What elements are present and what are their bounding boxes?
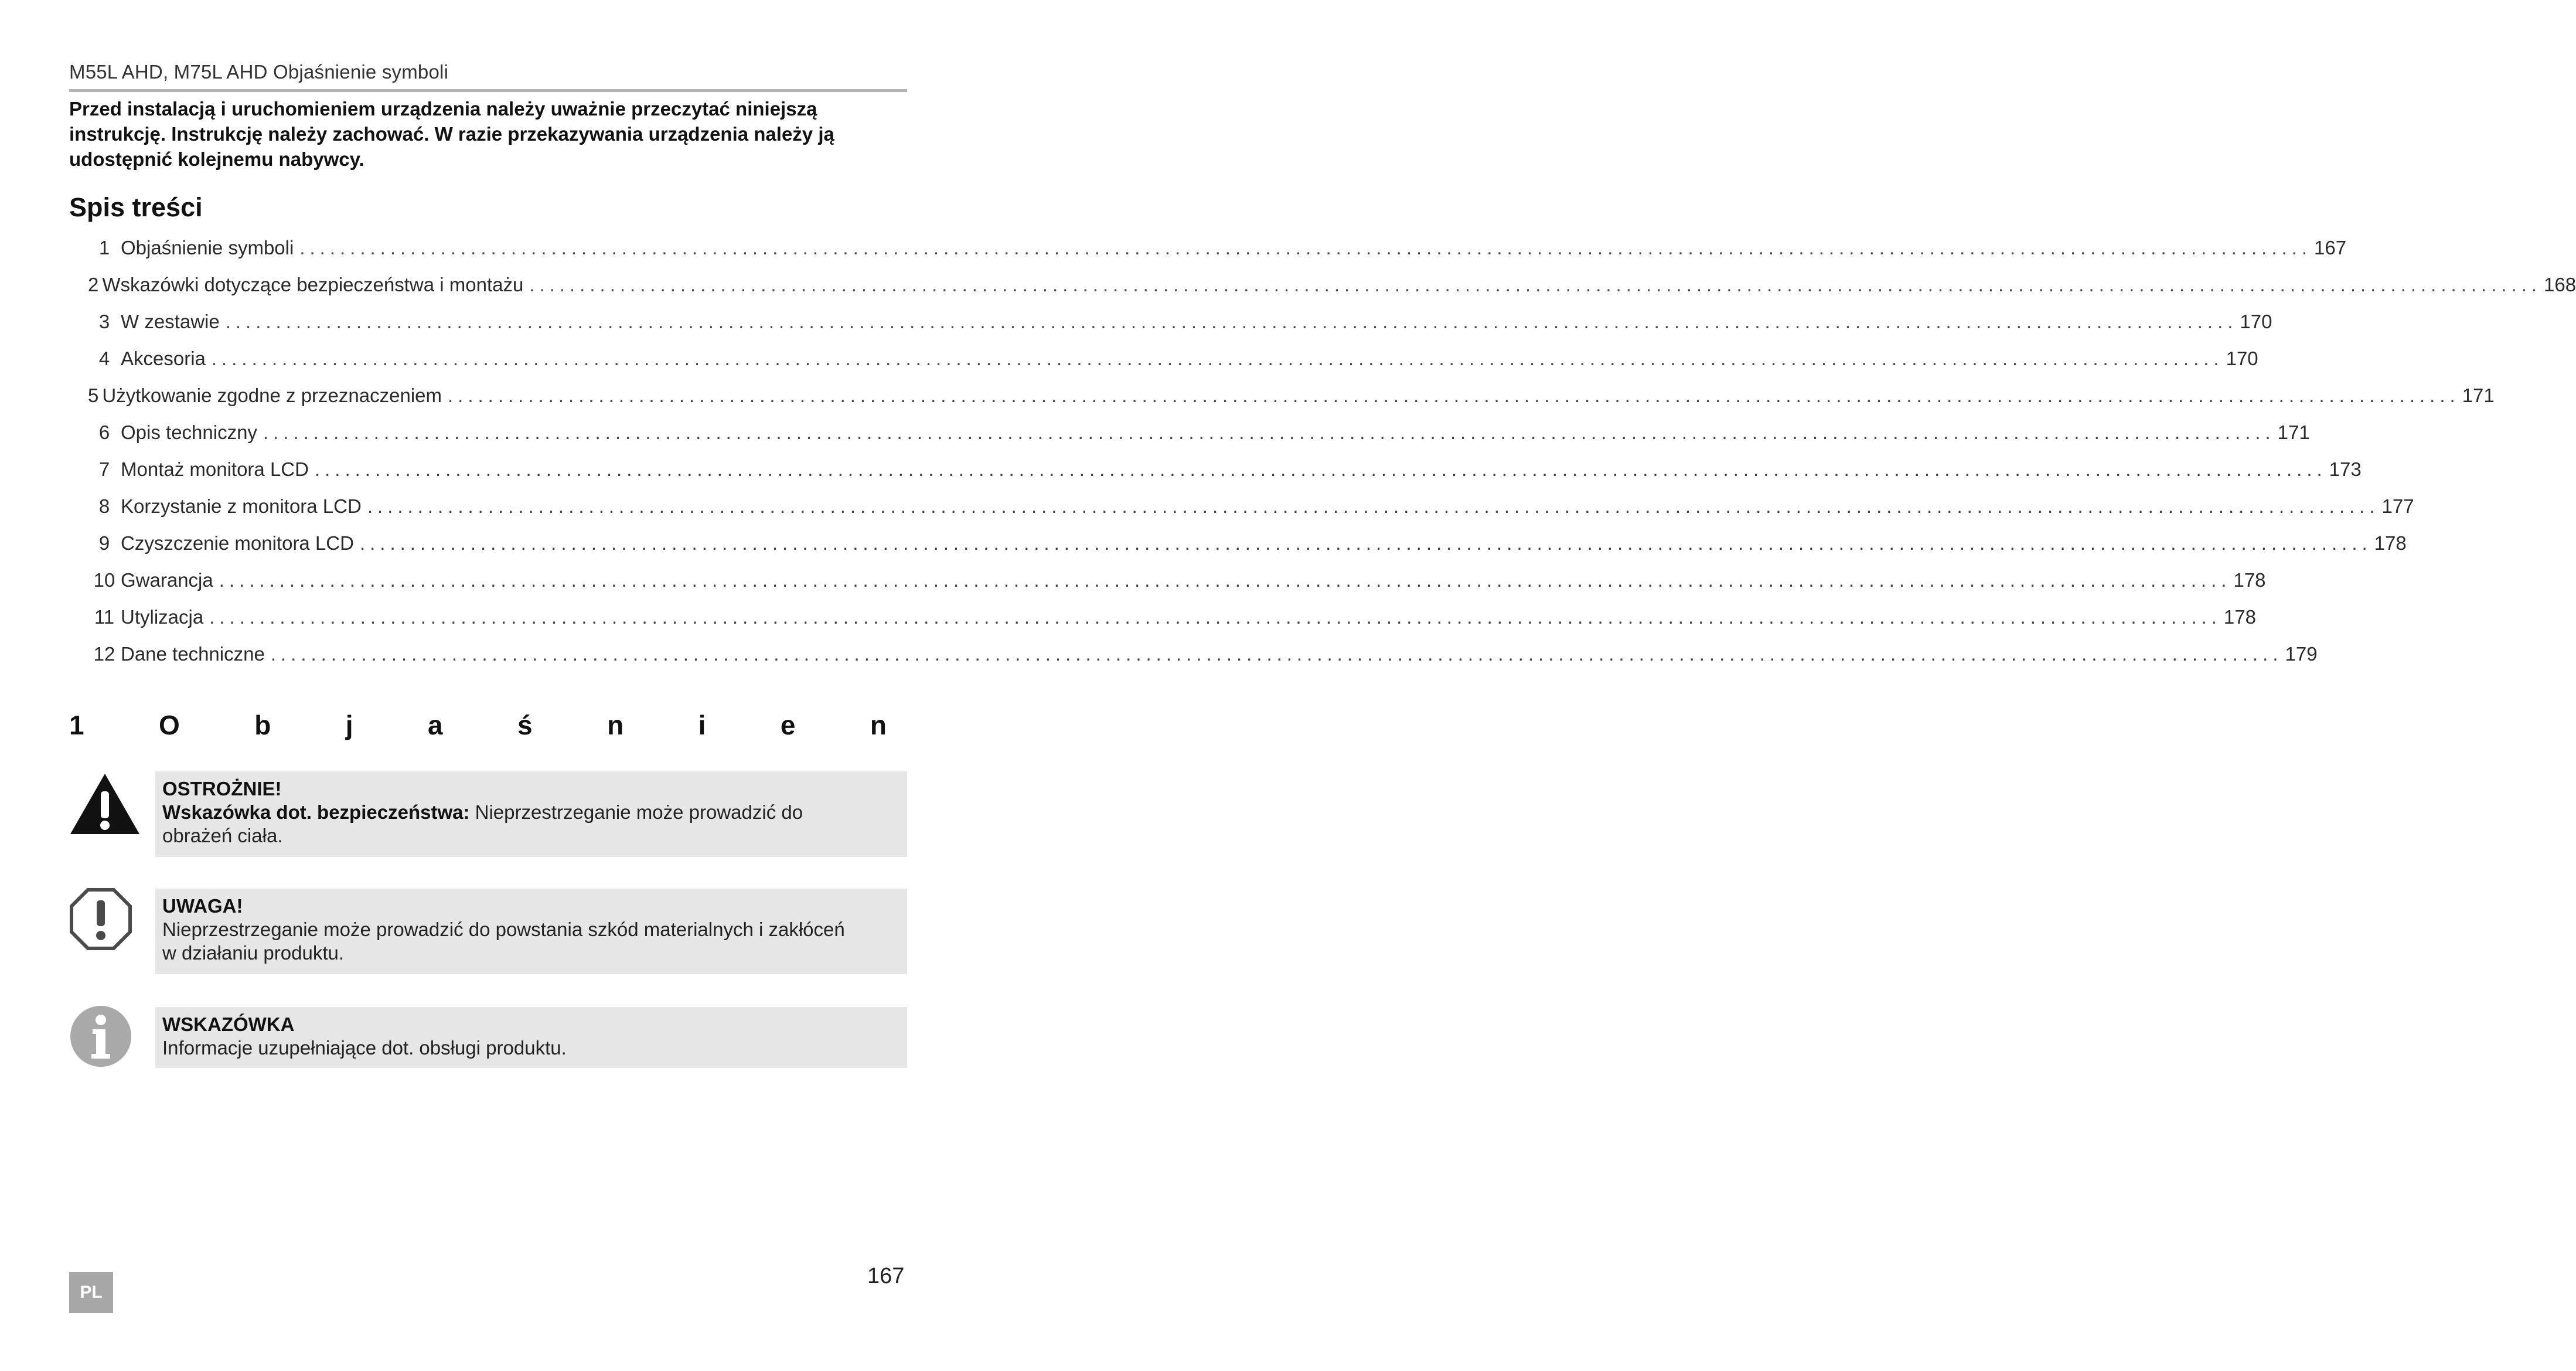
toc-entry-page: 173 [2329,458,2362,480]
toc-entry-title: Utylizacja [121,606,204,628]
toc-entry-title: Montaż monitora LCD [121,458,309,480]
toc-entry-title: Akcesoria [121,348,206,369]
toc-heading: Spis treści [69,192,203,222]
toc-leader-dots: ........................................................................................................................................................................................................ [299,237,2312,258]
toc-entry-number: 12 [93,643,115,665]
toc-leader-dots: ........................................................................................................................................................................................................ [211,348,2224,369]
toc-entry[interactable] [88,569,2266,595]
page-number: 167 [867,1264,905,1288]
notice-octagon-icon [69,887,132,954]
toc-entry-page: 177 [2381,495,2414,517]
toc-entry-title: Czyszczenie monitora LCD [121,532,354,554]
notice-text [162,801,891,824]
section-heading-letter: n [607,710,624,740]
toc-entry-page: 170 [2240,311,2272,332]
toc-leader-dots: ........................................................................................................................................................................................................ [367,495,2380,517]
section-heading-letter: a [428,710,443,740]
toc-leader-dots: ........................................................................................................................................................................................................ [270,643,2283,665]
toc-entry[interactable] [88,348,2258,373]
notice-title: OSTROŻNIE! [162,778,282,800]
toc-leader-dots: ........................................................................................................................................................................................................ [314,458,2327,480]
section-heading [69,709,887,741]
toc-entry-page: 168 [2544,274,2576,295]
notice-bold-prefix: Wskazówka dot. bezpieczeństwa: [162,801,470,823]
toc-entry-page: 178 [2223,606,2256,628]
notice-title: UWAGA! [162,895,243,917]
notice-text-line2: w działaniu produktu. [162,942,345,964]
section-heading-letter: 1 [69,710,84,740]
toc-entry-number: 6 [98,421,110,443]
toc-entry[interactable] [88,274,2576,300]
warning-triangle-icon [69,773,141,839]
toc-entry-page: 171 [2462,385,2495,406]
toc-leader-dots: ........................................................................................................................................................................................................ [359,532,2372,554]
toc-entry-page: 167 [2314,237,2347,258]
toc-entry[interactable] [88,532,2407,558]
toc-entry-number: 8 [98,495,110,517]
section-heading-letter: O [159,710,180,740]
toc-entry-number: 3 [98,311,110,332]
toc-entry-title: Wskazówki dotyczące bezpieczeństwa i montażu [102,274,524,295]
toc-entry-number: 5 [88,385,99,406]
toc-entry[interactable] [88,495,2414,521]
info-notice [155,1007,907,1068]
toc-leader-dots: ........................................................................................................................................................................................................ [225,311,2238,332]
toc-entry-title: W zestawie [121,311,220,332]
toc-entry-title: Użytkowanie zgodne z przeznaczeniem [102,385,442,406]
toc-entry-title: Objaśnienie symboli [121,237,294,258]
toc-entry-number: 9 [98,532,110,554]
toc-entry[interactable] [88,421,2310,447]
running-header: M55L AHD, M75L AHD Objaśnienie symboli [69,61,449,83]
toc-entry[interactable] [88,311,2272,336]
toc-entry[interactable] [88,458,2362,484]
toc-entry-number: 10 [93,569,115,591]
toc-leader-dots: ........................................................................................................................................................................................................ [529,274,2542,295]
section-heading-letter: ś [517,710,533,740]
caution-notice [155,771,907,857]
toc-entry-page: 178 [2374,532,2407,554]
notice-text-line1: Informacje uzupełniające dot. obsługi produktu. [162,1037,567,1059]
toc-leader-dots: ........................................................................................................................................................................................................ [448,385,2460,406]
toc-entry[interactable] [88,643,2318,669]
toc-entry-title: Korzystanie z monitora LCD [121,495,362,517]
toc-entry[interactable] [88,237,2347,263]
language-tab: PL [69,1272,113,1313]
toc-entry-number: 1 [98,237,110,258]
notice-text-line2: obrażeń ciała. [162,825,283,846]
toc-entry-title: Opis techniczny [121,421,257,443]
toc-leader-dots: ........................................................................................................................................................................................................ [209,606,2221,628]
section-heading-letter: j [345,710,353,740]
toc-leader-dots: ........................................................................................................................................................................................................ [263,421,2275,443]
info-circle-icon [69,1005,132,1071]
notice-title: WSKAZÓWKA [162,1013,295,1035]
toc-leader-dots: ........................................................................................................................................................................................................ [219,569,2231,591]
toc-entry-title: Dane techniczne [121,643,265,665]
toc-entry-page: 171 [2277,421,2310,443]
toc-entry-page: 178 [2233,569,2266,591]
notice-text-line1: Nieprzestrzeganie może prowadzić do [469,801,803,823]
intro-paragraph: Przed instalacją i uruchomieniem urządzenia należy uważnie przeczytać niniejszą instrukcję. Instrukcję należy zachować. W razie przekazywania urządzenia należy ją udostępnić kolejnemu nabywcy. [69,98,834,170]
toc-entry-number: 4 [98,348,110,369]
toc-entry-page: 170 [2226,348,2258,369]
attention-notice [155,889,907,974]
toc-entry[interactable] [88,606,2256,632]
toc-entry[interactable] [88,385,2495,410]
toc-entry-number: 2 [88,274,99,295]
section-heading-letter: i [698,710,706,740]
toc-entry-title: Gwarancja [121,569,213,591]
section-heading-letter: e [780,710,796,740]
toc-entry-number: 7 [98,458,110,480]
toc-entry-page: 179 [2285,643,2318,665]
section-heading-letter: n [870,710,887,740]
notice-text-line1: Nieprzestrzeganie może prowadzić do powstania szkód materialnych i zakłóceń [162,918,845,940]
header-rule [69,89,907,92]
toc-entry-number: 11 [94,606,115,628]
section-heading-letter: b [254,710,271,740]
